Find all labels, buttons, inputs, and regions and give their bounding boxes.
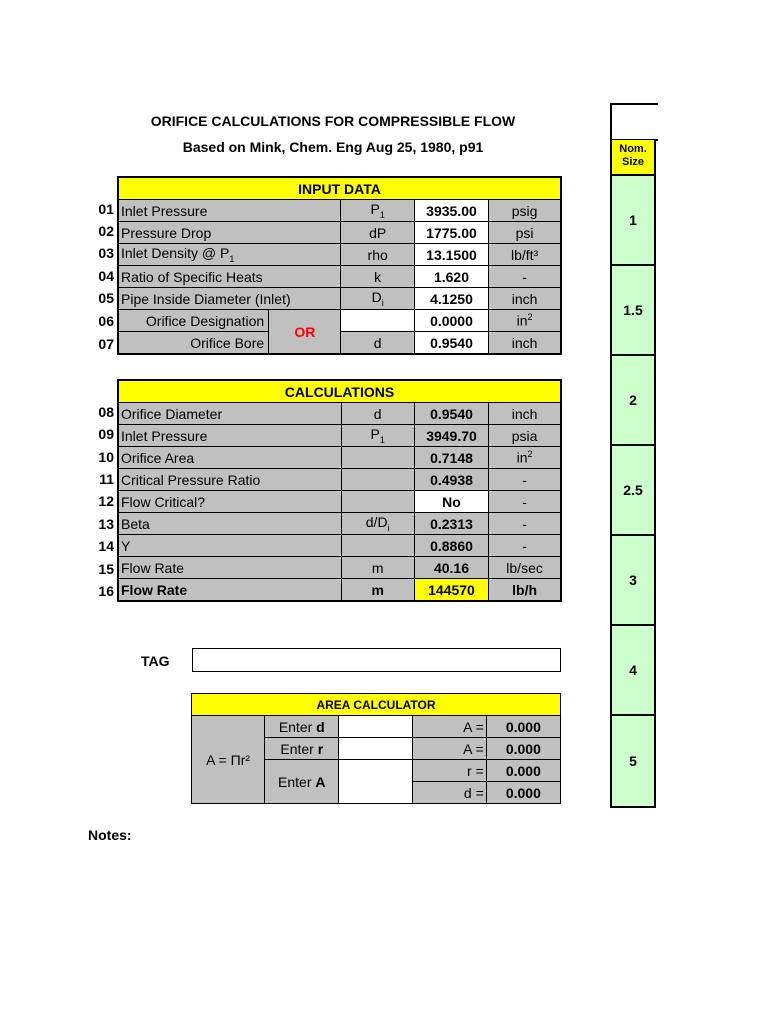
specific-heats-ratio-input[interactable]: 1.620 bbox=[414, 266, 488, 288]
row-unit: inch bbox=[489, 403, 561, 425]
calculations-heading: CALCULATIONS bbox=[118, 380, 561, 403]
table-row bbox=[118, 447, 561, 469]
row-number: 01 bbox=[98, 201, 114, 217]
row-label: Inlet Pressure bbox=[118, 425, 341, 447]
row-unit: psig bbox=[489, 200, 561, 222]
page-title: ORIFICE CALCULATIONS FOR COMPRESSIBLE FLOW bbox=[150, 113, 516, 129]
table-row bbox=[118, 579, 561, 602]
row-number: 04 bbox=[98, 268, 114, 284]
row-label: Orifice Diameter bbox=[118, 403, 341, 425]
row-number: 02 bbox=[98, 223, 114, 239]
row-number: 08 bbox=[98, 404, 114, 420]
nominal-top-cell bbox=[610, 103, 658, 141]
row-unit: lb/sec bbox=[489, 557, 561, 579]
row-label: Y bbox=[118, 535, 341, 557]
row-label: Orifice Bore bbox=[118, 332, 269, 355]
result-value: 0.000 bbox=[486, 738, 560, 760]
row-value: 0.9540 bbox=[414, 403, 488, 425]
row-value: 40.16 bbox=[414, 557, 488, 579]
row-unit: $in^2$ bbox=[489, 310, 561, 332]
inlet-density-input[interactable]: 13.1500 bbox=[414, 244, 488, 266]
nominal-size-cell[interactable]: 1.5 bbox=[610, 266, 656, 356]
row-symbol bbox=[341, 469, 414, 491]
row-unit: inch bbox=[489, 332, 561, 355]
row-unit: lb/h bbox=[489, 579, 561, 602]
row-value: 0.8860 bbox=[414, 535, 488, 557]
table-row bbox=[118, 244, 561, 266]
result-value: 0.000 bbox=[486, 760, 560, 782]
row-label: Pressure Drop bbox=[118, 222, 341, 244]
row-label: Pipe Inside Diameter (Inlet) bbox=[118, 288, 341, 310]
enter-a-input[interactable] bbox=[339, 760, 412, 804]
table-row bbox=[192, 716, 561, 738]
nominal-size-cell[interactable]: 5 bbox=[610, 716, 656, 808]
row-unit: psi bbox=[489, 222, 561, 244]
row-number: 15 bbox=[98, 561, 114, 577]
nominal-size-cell[interactable]: 2.5 bbox=[610, 446, 656, 536]
row-symbol: $P_1$ bbox=[341, 200, 414, 222]
row-symbol bbox=[341, 491, 414, 513]
row-symbol: rho bbox=[341, 244, 414, 266]
row-label: Flow Rate bbox=[118, 557, 341, 579]
row-symbol: $P_1$ bbox=[341, 425, 414, 447]
result-label: A = bbox=[412, 716, 486, 738]
calculations-table bbox=[117, 379, 562, 602]
orifice-designation-area: 0.0000 bbox=[414, 310, 488, 332]
row-value: 3949.70 bbox=[414, 425, 488, 447]
row-unit: $in^2$ bbox=[489, 447, 561, 469]
row-unit: psia bbox=[489, 425, 561, 447]
result-value: 0.000 bbox=[486, 782, 560, 804]
area-calculator-heading: AREA CALCULATOR bbox=[192, 694, 561, 716]
row-label: Inlet Pressure bbox=[118, 200, 341, 222]
result-label: d = bbox=[412, 782, 486, 804]
notes-label: Notes: bbox=[88, 827, 132, 843]
orifice-bore-input[interactable]: 0.9540 bbox=[414, 332, 488, 355]
row-unit: - bbox=[489, 535, 561, 557]
flow-critical-value: No bbox=[414, 491, 488, 513]
row-unit: inch bbox=[489, 288, 561, 310]
tag-input[interactable] bbox=[192, 648, 561, 672]
row-number: 16 bbox=[98, 583, 114, 599]
row-label: Inlet Density @ $P_1$ bbox=[118, 244, 341, 266]
result-value: 0.000 bbox=[486, 716, 560, 738]
table-row bbox=[118, 491, 561, 513]
table-row bbox=[118, 266, 561, 288]
row-label: Ratio of Specific Heats bbox=[118, 266, 341, 288]
row-symbol bbox=[341, 447, 414, 469]
input-data-heading: INPUT DATA bbox=[118, 177, 561, 200]
row-symbol: $D_i$ bbox=[341, 288, 414, 310]
enter-d-input[interactable] bbox=[339, 716, 412, 738]
table-row bbox=[118, 288, 561, 310]
enter-a-label: Enter A bbox=[265, 760, 339, 804]
nominal-size-cell[interactable]: 3 bbox=[610, 536, 656, 626]
table-row bbox=[118, 403, 561, 425]
row-symbol: $d/D_i$ bbox=[341, 513, 414, 535]
row-number: 09 bbox=[98, 426, 114, 442]
table-row bbox=[118, 310, 561, 332]
row-label: Beta bbox=[118, 513, 341, 535]
row-number: 06 bbox=[98, 313, 114, 329]
nominal-size-cell[interactable]: 1 bbox=[610, 174, 656, 266]
row-symbol: k bbox=[341, 266, 414, 288]
row-number: 14 bbox=[98, 538, 114, 554]
nominal-size-heading: Nom. Size bbox=[610, 140, 656, 174]
table-row bbox=[118, 535, 561, 557]
row-number: 13 bbox=[98, 516, 114, 532]
pressure-drop-input[interactable]: 1775.00 bbox=[414, 222, 488, 244]
row-label: Flow Rate bbox=[118, 579, 341, 602]
row-symbol: m bbox=[341, 557, 414, 579]
row-symbol: d bbox=[341, 403, 414, 425]
row-number: 05 bbox=[98, 290, 114, 306]
nominal-size-cell[interactable]: 4 bbox=[610, 626, 656, 716]
table-row bbox=[118, 557, 561, 579]
area-calculator-table bbox=[191, 693, 561, 804]
row-unit: - bbox=[489, 266, 561, 288]
result-label: A = bbox=[412, 738, 486, 760]
flow-rate-result: 144570 bbox=[414, 579, 488, 602]
result-label: r = bbox=[412, 760, 486, 782]
row-number: 12 bbox=[98, 493, 114, 509]
row-unit: lb/ft³ bbox=[489, 244, 561, 266]
table-row bbox=[118, 513, 561, 535]
row-value: 0.4938 bbox=[414, 469, 488, 491]
pipe-diameter-input[interactable]: 4.1250 bbox=[414, 288, 488, 310]
inlet-pressure-input[interactable]: 3935.00 bbox=[414, 200, 488, 222]
row-number: 10 bbox=[98, 449, 114, 465]
row-symbol: m bbox=[341, 579, 414, 602]
row-number: 07 bbox=[98, 336, 114, 352]
row-symbol: d bbox=[341, 332, 414, 355]
row-number: 11 bbox=[99, 471, 114, 487]
enter-r-input[interactable] bbox=[339, 738, 412, 760]
row-value: 0.7148 bbox=[414, 447, 488, 469]
row-value: 0.2313 bbox=[414, 513, 488, 535]
row-symbol: dP bbox=[341, 222, 414, 244]
row-label: Flow Critical? bbox=[118, 491, 341, 513]
row-unit: - bbox=[489, 491, 561, 513]
table-row bbox=[118, 200, 561, 222]
row-label: Orifice Designation bbox=[118, 310, 269, 332]
row-label: Critical Pressure Ratio bbox=[118, 469, 341, 491]
enter-r-label: Enter r bbox=[265, 738, 339, 760]
or-label: OR bbox=[269, 310, 341, 355]
tag-label: TAG bbox=[141, 653, 170, 669]
row-label: Orifice Area bbox=[118, 447, 341, 469]
orifice-designation-select[interactable] bbox=[341, 310, 414, 332]
enter-d-label: Enter d bbox=[265, 716, 339, 738]
table-row bbox=[118, 425, 561, 447]
table-row bbox=[118, 469, 561, 491]
input-data-table bbox=[117, 176, 562, 355]
row-number: 03 bbox=[98, 245, 114, 261]
page-subtitle: Based on Mink, Chem. Eng Aug 25, 1980, p91 bbox=[182, 139, 484, 155]
row-unit: - bbox=[489, 513, 561, 535]
area-formula: A = Πr² bbox=[192, 716, 265, 804]
table-row bbox=[118, 222, 561, 244]
nominal-size-cell[interactable]: 2 bbox=[610, 356, 656, 446]
row-symbol bbox=[341, 535, 414, 557]
row-unit: - bbox=[489, 469, 561, 491]
